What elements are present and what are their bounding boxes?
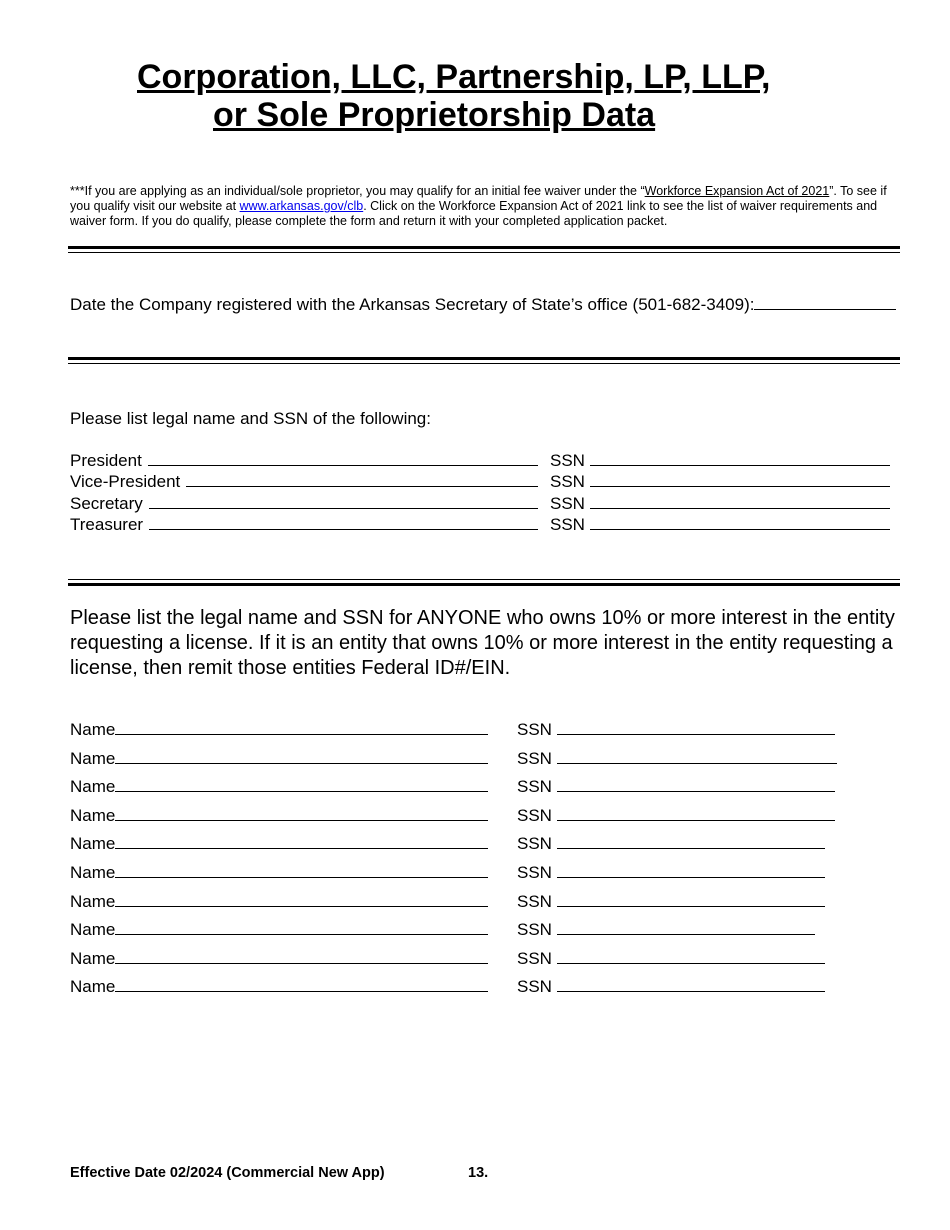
ssn-label: SSN	[517, 920, 552, 939]
officer-row	[70, 451, 538, 471]
note-text-3: . Click on the Workforce Expansion Act of 2021 link to see the list of waiver requirements and waiver form. If you do qualify, please complete the form and return it with your completed application packet.	[70, 199, 878, 228]
fee-waiver-note	[70, 184, 900, 229]
officer-ssn-field[interactable]	[590, 451, 890, 466]
registration-date-row	[70, 295, 896, 315]
owner-name-field[interactable]	[115, 720, 488, 735]
owner-row	[70, 920, 488, 940]
officer-row	[70, 515, 538, 535]
owner-name-label: Name	[70, 920, 116, 939]
owner-ssn-row	[517, 977, 825, 997]
owner-row	[70, 863, 488, 883]
owner-row	[70, 749, 488, 769]
officer-name-field[interactable]	[149, 515, 538, 530]
owner-ssn-field[interactable]	[557, 806, 835, 821]
officer-name-field[interactable]	[148, 451, 538, 466]
owner-row	[70, 834, 488, 854]
officer-ssn-field[interactable]	[590, 494, 890, 509]
owner-ssn-field[interactable]	[557, 777, 835, 792]
ssn-label: SSN	[517, 806, 552, 825]
ssn-label: SSN	[517, 749, 552, 768]
clb-website-link[interactable]: www.arkansas.gov/clb	[239, 199, 364, 213]
section-divider	[68, 357, 900, 364]
ssn-label: SSN	[550, 494, 585, 513]
ssn-label: SSN	[517, 863, 552, 882]
effective-date: Effective Date 02/2024 (Commercial New App)	[70, 1165, 385, 1181]
owner-name-label: Name	[70, 806, 116, 825]
officer-row	[70, 494, 538, 514]
registration-date-field[interactable]	[754, 295, 896, 310]
owners-intro: Please list the legal name and SSN for ANYONE who owns 10% or more interest in the entity requesting a license. If it is an entity that owns 10% or more interest in the entity requesting a license, then remit those entities Federal ID#/EIN.	[70, 607, 895, 679]
owner-ssn-row	[517, 749, 837, 769]
ssn-label: SSN	[550, 472, 585, 491]
page-title-line2: or Sole Proprietorship Data	[213, 96, 656, 134]
owner-ssn-field[interactable]	[557, 720, 835, 735]
note-text-2: ”. To see if you qualify visit our website at	[70, 184, 887, 213]
owner-ssn-field[interactable]	[557, 920, 815, 935]
ssn-label: SSN	[550, 451, 585, 470]
owner-name-field[interactable]	[115, 777, 488, 792]
page-number: 13.	[468, 1165, 489, 1181]
owner-ssn-row	[517, 720, 835, 740]
owner-name-field[interactable]	[115, 949, 488, 964]
owner-name-label: Name	[70, 977, 116, 996]
owner-row	[70, 806, 488, 826]
registration-date-label: Date the Company registered with the Arkansas Secretary of State’s office (501-682-3409):	[70, 295, 755, 314]
ssn-label: SSN	[517, 977, 552, 996]
owner-row	[70, 720, 488, 740]
ssn-label: SSN	[517, 777, 552, 796]
officer-ssn-row	[550, 451, 890, 471]
owner-ssn-row	[517, 920, 815, 940]
note-text-1: ***If you are applying as an individual/sole proprietor, you may qualify for an initial fee waiver under the “	[70, 184, 645, 198]
section-divider	[68, 246, 900, 253]
owner-ssn-row	[517, 863, 825, 883]
owner-ssn-row	[517, 834, 825, 854]
officer-ssn-row	[550, 494, 890, 514]
owner-row	[70, 949, 488, 969]
ssn-label: SSN	[517, 892, 552, 911]
owner-ssn-row	[517, 949, 825, 969]
owner-name-field[interactable]	[115, 892, 488, 907]
officer-name-field[interactable]	[186, 472, 538, 487]
owner-name-field[interactable]	[115, 977, 488, 992]
owner-name-field[interactable]	[115, 920, 488, 935]
officers-intro: Please list legal name and SSN of the following:	[70, 409, 431, 428]
owner-name-field[interactable]	[115, 806, 488, 821]
owner-name-field[interactable]	[115, 834, 488, 849]
owner-ssn-field[interactable]	[557, 977, 825, 992]
officer-ssn-field[interactable]	[590, 472, 890, 487]
officer-name-field[interactable]	[149, 494, 538, 509]
ssn-label: SSN	[517, 834, 552, 853]
page-title-line1: Corporation, LLC, Partnership, LP, LLP,	[137, 58, 771, 96]
officer-ssn-row	[550, 515, 890, 535]
owner-name-label: Name	[70, 834, 116, 853]
officer-title-label: Vice-President	[70, 472, 181, 491]
officer-row	[70, 472, 538, 492]
ssn-label: SSN	[517, 720, 552, 739]
ssn-label: SSN	[550, 515, 585, 534]
owner-ssn-field[interactable]	[557, 834, 825, 849]
owner-row	[70, 892, 488, 912]
owner-ssn-field[interactable]	[557, 949, 825, 964]
owner-name-label: Name	[70, 863, 116, 882]
owner-ssn-field[interactable]	[557, 749, 837, 764]
owner-name-label: Name	[70, 749, 116, 768]
owner-ssn-row	[517, 777, 835, 797]
owner-row	[70, 777, 488, 797]
officer-ssn-row	[550, 472, 890, 492]
owner-name-field[interactable]	[115, 863, 488, 878]
owner-name-field[interactable]	[115, 749, 488, 764]
officer-ssn-field[interactable]	[590, 515, 890, 530]
officer-title-label: President	[70, 451, 142, 470]
owner-ssn-row	[517, 806, 835, 826]
act-name: Workforce Expansion Act of 2021	[644, 184, 830, 198]
owner-ssn-field[interactable]	[557, 892, 825, 907]
owner-name-label: Name	[70, 720, 116, 739]
owner-ssn-field[interactable]	[557, 863, 825, 878]
officer-title-label: Treasurer	[70, 515, 144, 534]
owner-name-label: Name	[70, 949, 116, 968]
owner-row	[70, 977, 488, 997]
owner-name-label: Name	[70, 892, 116, 911]
owner-ssn-row	[517, 892, 825, 912]
officer-title-label: Secretary	[70, 494, 143, 513]
owner-name-label: Name	[70, 777, 116, 796]
ssn-label: SSN	[517, 949, 552, 968]
section-divider	[68, 579, 900, 586]
